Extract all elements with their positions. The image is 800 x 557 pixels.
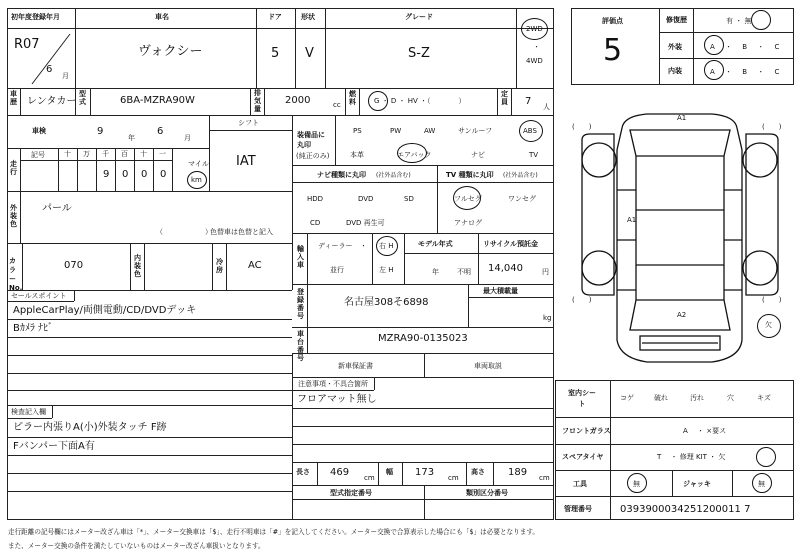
shift-label: シフト: [238, 119, 259, 127]
inspection-month: 6: [157, 126, 164, 137]
score-value: 5: [603, 33, 623, 68]
tv-label: TV 種類に丸印: [446, 171, 494, 179]
equipment-label: 装備品に丸印: [297, 131, 325, 149]
digit-label-3: 百: [121, 150, 128, 158]
tv-oneseg: ワンセグ: [508, 195, 536, 203]
navi-hdd: HDD: [307, 195, 324, 203]
drive-4wd: 4WD: [526, 57, 543, 65]
exterior-options: A ・ B ・ C: [710, 43, 784, 51]
repair-options: 有 ・ 無: [726, 17, 752, 25]
import-label: 輸入車: [297, 245, 304, 269]
model-year-label: モデル年式: [418, 240, 453, 248]
equip-pw: PW: [390, 127, 402, 135]
use-value: レンタカー: [27, 96, 77, 107]
drive-dot: ・: [533, 43, 540, 51]
interior-options: A ・ B ・ C: [710, 68, 784, 76]
first-reg-month: 6: [46, 64, 53, 75]
height-label: 高さ: [471, 468, 485, 476]
type-designation-label: 型式指定番号: [330, 489, 372, 497]
color-value: パール: [42, 203, 72, 214]
inspector-line-1: ピラー内張りA(小)外装タッチ F跡: [13, 422, 167, 433]
drive-2wd: 2WD: [526, 25, 543, 33]
digit-label-1: 万: [83, 150, 90, 158]
height-unit: cm: [539, 474, 550, 482]
digit-label-0: 十: [64, 150, 71, 158]
color-no-label: カラーNo.: [9, 257, 23, 292]
equipment-sublabel: (純正のみ): [296, 152, 330, 160]
tv-analog: アナログ: [454, 219, 482, 227]
shape-value: V: [305, 46, 314, 61]
type-label: 型式: [79, 90, 86, 106]
km-label: km: [191, 176, 202, 184]
footer-note-1: 走行距離の記号欄にはメーター改ざん車は「*」、メーター交換車は「$」、走行不明車は「#」を記入してください。メーター交換で合算表示した場合にも「$」は必要となります。: [8, 528, 539, 536]
import-dealer: ディーラー: [318, 242, 353, 250]
navi-dvd-play: DVD 再生可: [346, 219, 385, 227]
equip-leather: 本革: [350, 151, 364, 159]
ac-label: 冷房: [216, 258, 223, 274]
tv-fullseg: フルセグ: [454, 195, 482, 203]
first-reg-era: R07: [14, 37, 40, 52]
fuel-options: G ・ D ・ HV ・（ ）: [374, 97, 466, 105]
width-label: 幅: [386, 468, 393, 476]
sales-points-label: セールスポイント: [11, 292, 67, 300]
notes-text: フロアマット無し: [297, 394, 377, 405]
score-label: 評価点: [602, 17, 623, 25]
mileage-digit-3: 0: [122, 169, 129, 180]
ac-value: AC: [248, 260, 262, 271]
jack-value: 無: [758, 480, 765, 488]
model-name-value: ヴォクシー: [138, 44, 203, 59]
capacity-label: 定員: [501, 90, 508, 106]
capacity-value: 7: [525, 96, 532, 107]
vehicle-manual: 車両取説: [474, 362, 502, 370]
equip-tv: TV: [529, 151, 539, 159]
displacement-value: 2000: [285, 95, 311, 106]
class-designation-label: 類別区分番号: [466, 489, 508, 497]
sales-point-line-1: AppleCarPlay/両側電動/CD/DVDデッキ: [13, 305, 197, 316]
equip-airbag: エアバック: [397, 151, 432, 159]
import-left-h: 左 H: [379, 266, 394, 274]
use-label: 車歴: [10, 90, 17, 106]
diagram-paren-2: ( ): [762, 123, 782, 131]
shift-value: IAT: [236, 154, 256, 169]
height-value: 189: [508, 467, 528, 478]
length-unit: cm: [364, 474, 375, 482]
navi-label: ナビ種類に丸印: [317, 171, 366, 179]
chassis-label: 車台番号: [297, 330, 304, 362]
inspection-month-unit: 月: [184, 134, 191, 142]
max-load-label: 最大積載量: [483, 287, 518, 295]
mileage-digit-2: 9: [103, 169, 110, 180]
interior-color-label: 内装色: [134, 254, 141, 278]
mileage-label: 走行: [10, 160, 17, 176]
interior-label: 内装: [668, 67, 682, 75]
mile-label: マイル: [188, 160, 209, 168]
inspector-line-2: Fバンパー下面A有: [13, 441, 95, 452]
length-value: 469: [330, 467, 350, 478]
mileage-digit-4: 0: [141, 169, 148, 180]
chassis-value: MZRA90-0135023: [378, 333, 468, 344]
color-label: 外装色: [10, 204, 17, 228]
equip-navi: ナビ: [471, 151, 485, 159]
diagram-lack: 欠: [765, 321, 772, 329]
sales-point-line-2: Bｶﾒﾗ ﾅﾋﾞ: [13, 323, 54, 334]
displacement-label: 排気量: [254, 89, 261, 113]
digit-label-4: 十: [140, 150, 147, 158]
color-note-paren: （ ）: [156, 228, 212, 236]
recycle-unit: 円: [542, 268, 549, 276]
seat-tear: 破れ: [654, 394, 668, 402]
diagram-mark-front: A1: [677, 114, 687, 122]
tools-label: 工具: [573, 480, 587, 488]
control-number-label: 管理番号: [564, 505, 592, 513]
footer-note-2: また、メーター交換の条件を満たしていないものはメーター改ざん車扱いとなります。: [8, 542, 265, 550]
mileage-code-label: 記号: [31, 151, 45, 159]
import-parallel: 並行: [330, 266, 344, 274]
capacity-unit: 人: [543, 103, 550, 111]
equip-aw: AW: [424, 127, 436, 135]
exterior-label: 外装: [668, 43, 682, 51]
fuel-label: 燃料: [349, 90, 356, 106]
navi-sublabel: (社外品含む): [376, 172, 411, 179]
equip-sunroof: サンルーフ: [458, 127, 493, 135]
diagram-mark-rear: A2: [677, 311, 687, 319]
max-load-unit: kg: [543, 314, 552, 322]
tv-sublabel: (社外品含む): [503, 172, 538, 179]
first-reg-month-unit: 月: [62, 72, 69, 80]
equip-abs: ABS: [523, 127, 537, 135]
import-dot: ・: [360, 242, 367, 250]
jack-label: ジャッキ: [683, 480, 711, 488]
color-no-value: 070: [64, 260, 84, 271]
width-unit: cm: [448, 474, 459, 482]
navi-sd: SD: [404, 195, 414, 203]
digit-label-2: 千: [102, 150, 109, 158]
registration-value: 名古屋308そ6898: [344, 297, 429, 308]
notes-label: 注意事項・不具合箇所: [298, 380, 368, 388]
repair-label: 修復歴: [666, 16, 687, 24]
import-right-h: 右 H: [379, 242, 394, 250]
inspection-label: 車検: [32, 127, 46, 135]
shape-label: 形状: [301, 13, 315, 21]
diagram-paren-3: ( ): [572, 296, 592, 304]
new-car-warranty: 新車保証書: [338, 362, 373, 370]
seat-hole: 穴: [727, 394, 734, 402]
seat-burn: コゲ: [620, 394, 634, 402]
diagram-mark-side: A1: [627, 216, 637, 224]
seat-dirt: 汚れ: [690, 394, 704, 402]
diagram-paren-4: ( ): [762, 296, 782, 304]
type-value: 6BA-MZRA90W: [120, 95, 195, 106]
tools-value: 無: [633, 480, 640, 488]
color-note: 色替車は色替と記入: [210, 228, 273, 236]
length-label: 長さ: [296, 468, 310, 476]
cc-unit: cc: [333, 101, 341, 109]
registration-label: 登録番号: [297, 288, 304, 320]
recycle-value: 14,040: [488, 263, 523, 274]
repair-none-circle: [751, 10, 771, 30]
model-name-label: 車名: [155, 13, 169, 21]
diagram-paren-1: ( ): [572, 123, 592, 131]
navi-cd: CD: [310, 219, 321, 227]
recycle-label: リサイクル預託金: [483, 240, 539, 248]
doors-label: ドア: [268, 13, 282, 21]
inspector-label: 検査記入欄: [11, 408, 46, 416]
spare-options: T ・ 修理 KIT ・ 欠: [657, 453, 726, 461]
doors-value: 5: [271, 46, 280, 61]
spare-lack-circle: [756, 447, 776, 467]
digit-label-5: 一: [159, 150, 166, 158]
inspection-year-unit: 年: [128, 134, 135, 142]
model-year-unknown: 不明: [457, 268, 471, 276]
navi-dvd: DVD: [358, 195, 374, 203]
spare-label: スペアタイヤ: [562, 453, 604, 461]
windshield-label: フロントガラス: [562, 427, 611, 435]
seat-scratch: キズ: [757, 394, 771, 402]
control-number-value: 0393900034251200011 7: [620, 504, 751, 515]
width-value: 173: [415, 467, 435, 478]
first-reg-label: 初年度登録年月: [11, 13, 60, 21]
inspection-year: 9: [97, 126, 104, 137]
seat-label: 室内シート: [568, 389, 596, 408]
mileage-digit-5: 0: [160, 169, 167, 180]
windshield-options: A ・ ×要ス: [683, 427, 727, 435]
grade-label: グレード: [405, 13, 433, 21]
grade-value: S-Z: [408, 46, 430, 61]
model-year-unit: 年: [432, 268, 439, 276]
equip-ps: PS: [353, 127, 362, 135]
